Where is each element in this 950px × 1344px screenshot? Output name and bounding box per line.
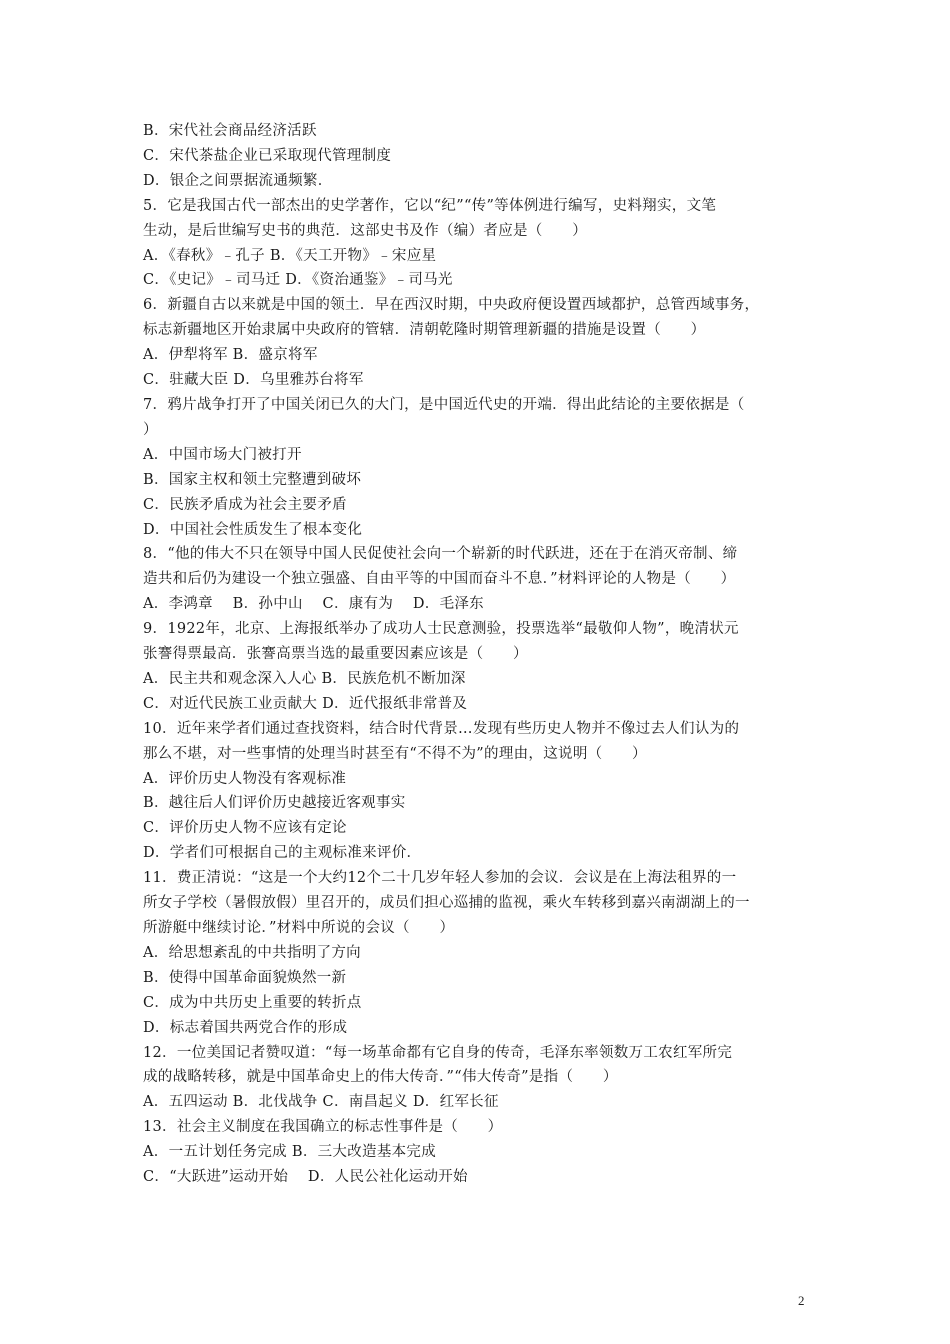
text-line: 13．社会主义制度在我国确立的标志性事件是（ ） [143, 1119, 503, 1136]
text-line: 所游艇中继续讨论．”材料中所说的会议（ ） [143, 920, 455, 936]
text-line: 11．费正清说：“这是一个大约12个二十几岁年轻人参加的会议．会议是在上海法租界的一 [143, 870, 737, 887]
text-line: C．“大跃进”运动开始 D．人民公社化运动开始 [143, 1169, 468, 1186]
text-line: C．对近代民族工业贡献大 D．近代报纸非常普及 [143, 695, 468, 712]
text-line: A．给思想紊乱的中共指明了方向 [143, 944, 361, 961]
text-line: A．《春秋》﹣孔子 B．《天工开物》﹣宋应星 [143, 247, 437, 264]
text-line: C．成为中共历史上重要的转折点 [143, 994, 362, 1011]
text-line: A．李鸿章 B．孙中山 C．康有为 D．毛泽东 [143, 596, 484, 613]
text-line: 8．“他的伟大不只在领导中国人民促使社会向一个崭新的时代跃进，还在于在消灭帝制、缔 [143, 546, 738, 563]
text-line: A．五四运动 B．北伐战争 C．南昌起义 D．红军长征 [143, 1094, 499, 1111]
text-line: C．《史记》﹣司马迁 D．《资治通鉴》﹣司马光 [143, 272, 453, 289]
text-line: C．宋代茶盐企业已采取现代管理制度 [143, 147, 392, 164]
text-line: D．学者们可根据自己的主观标准来评价． [143, 845, 422, 862]
text-line: 10．近年来学者们通过查找资料，结合时代背景…发现有些历史人物并不像过去人们认为的 [143, 720, 740, 737]
text-line: C．民族矛盾成为社会主要矛盾 [143, 496, 347, 513]
text-line: 7．鸦片战争打开了中国关闭已久的大门，是中国近代史的开端．得出此结论的主要依据是（ [143, 396, 745, 413]
text-line: 所女子学校（暑假放假）里召开的，成员们担心巡捕的监视，乘火车转移到嘉兴南湖湖上的一 [143, 895, 750, 912]
text-line: 5．它是我国古代一部杰出的史学著作，它以“纪”“传”等体例进行编写，史料翔实，文笔 [143, 197, 717, 214]
text-line: B．国家主权和领土完整遭到破坏 [143, 471, 362, 488]
text-line: A．民主共和观念深入人心 B．民族危机不断加深 [143, 670, 466, 687]
text-line: A．伊犁将军 B．盛京将军 [143, 347, 318, 364]
text-line: A．评价历史人物没有客观标准 [143, 770, 347, 787]
page-content [143, 119, 808, 1190]
text-line: 6．新疆自古以来就是中国的领土．早在西汉时期，中央政府便设置西域都护，总管西域事务， [143, 297, 760, 314]
text-line: A．一五计划任务完成 B．三大改造基本完成 [143, 1144, 437, 1161]
text-line: B．越往后人们评价历史越接近客观事实 [143, 795, 406, 812]
text-line: D．标志着国共两党合作的形成 [143, 1019, 348, 1036]
text-line: ） [143, 421, 158, 438]
text-line: 9．1922年，北京、上海报纸举办了成功人士民意测验，投票选举“最敬仰人物”，晚清状元 [143, 621, 739, 638]
text-line: C．评价历史人物不应该有定论 [143, 820, 347, 837]
text-line: B．宋代社会商品经济活跃 [143, 123, 317, 139]
text-line: 张謇得票最高．张謇高票当选的最重要因素应该是（ ） [143, 646, 528, 663]
text-line: 生动，是后世编写史书的典范．这部史书及作（编）者应是（ ） [143, 222, 587, 239]
text-line: C．驻藏大臣 D．乌里雅苏台将军 [143, 372, 364, 389]
text-line: 那么不堪，对一些事情的处理当时甚至有“不得不为”的理由，这说明（ ） [143, 745, 647, 762]
text-line: B．使得中国革命面貌焕然一新 [143, 969, 347, 986]
text-line: A．中国市场大门被打开 [143, 446, 302, 463]
text-line: D．银企之间票据流通频繁． [143, 172, 333, 189]
text-line: 成的战略转移，就是中国革命史上的伟大传奇．”“伟大传奇”是指（ ） [143, 1069, 618, 1086]
text-line: 标志新疆地区开始隶属中央政府的管辖．清朝乾隆时期管理新疆的措施是设置（ ） [143, 322, 706, 339]
text-line: 12．一位美国记者赞叹道：“每一场革命都有它自身的传奇，毛泽东率领数万工农红军所完 [143, 1044, 733, 1061]
text-line: D．中国社会性质发生了根本变化 [143, 521, 363, 538]
page-number: 2 [798, 1293, 805, 1308]
text-line: 造共和后仍为建设一个独立强盛、自由平等的中国而奋斗不息．”材料评论的人物是（ ） [143, 571, 736, 588]
